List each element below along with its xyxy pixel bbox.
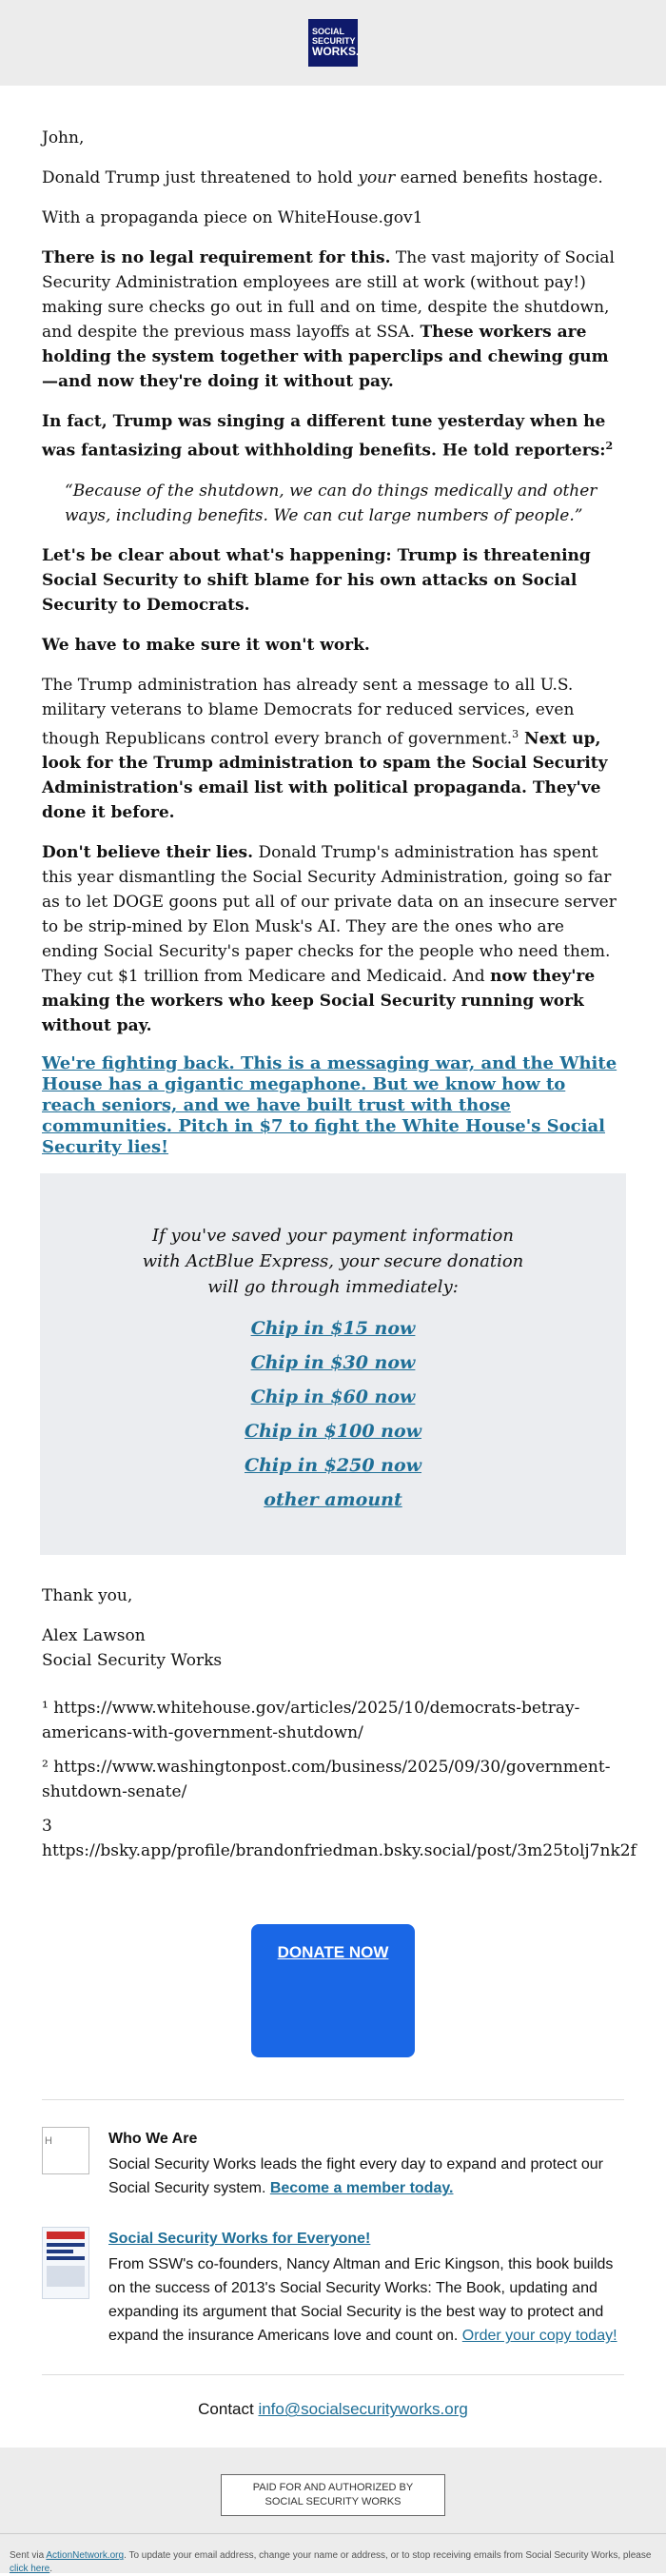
email-footer (0, 2448, 666, 2573)
signature: Alex Lawson Social Security Works (42, 1626, 223, 1671)
who-we-are-title: Who We Are (108, 2131, 198, 2148)
about-section (0, 2127, 666, 2348)
footnotes (42, 1696, 637, 1863)
donate-button-wrap (0, 1873, 666, 2099)
who-we-are-row (42, 2127, 624, 2200)
who-we-are-text: Social Security Works leads the fight every day to expand and protect our Social Security system. Become a member today. (108, 2156, 603, 2197)
paragraph-6: We have to make sure it won't work. (42, 635, 370, 655)
donate-now-button[interactable]: DONATE NOW (251, 1924, 415, 2057)
book-row (42, 2227, 624, 2348)
footnote-2[interactable]: ² https://www.washingtonpost.com/business/2025/09/30/government-shutdown-senate/ (42, 1758, 611, 1802)
logo-line3: WORKS. (312, 45, 360, 58)
email-header (0, 0, 666, 86)
sent-via-text: Sent via ActionNetwork.org. To update your email address, change your name or address, or to stop receiving emails from Social Security Works, please click here. (0, 2533, 666, 2576)
thanks-text: Thank you, (42, 1586, 133, 1606)
paragraph-1: Donald Trump just threatened to hold your earned benefits hostage. (42, 168, 603, 187)
order-copy-link[interactable]: Order your copy today! (461, 2328, 617, 2345)
chip-60-link[interactable]: Chip in $60 now (250, 1386, 416, 1408)
actionnetwork-link[interactable]: ActionNetwork.org (46, 2550, 125, 2562)
email-body (0, 86, 666, 1158)
paragraph-5: Let's be clear about what's happening: Trump is threatening Social Security to shift blame for his own attacks on Social Security to Democrats. (42, 545, 591, 615)
footnote-1[interactable]: ¹ https://www.whitehouse.gov/articles/2025/10/democrats-betray-americans-with-government-shutdown/ (42, 1699, 580, 1743)
donation-intro: If you've saved your payment information with ActBlue Express, your secure donation will go through immediately: (142, 1226, 524, 1298)
other-amount-link[interactable]: other amount (264, 1489, 402, 1511)
logo-line2: SECURITY (312, 36, 356, 46)
click-here-link[interactable]: click here (10, 2564, 50, 2575)
fight-back-link[interactable]: We're fighting back. This is a messaging war, and the White House has a gigantic megaphone. But we know how to reach seniors, and we have built trust with those communities. Pitch in $7 to fight the White House's Social Security lies! (42, 1053, 617, 1158)
book-title-link[interactable]: Social Security Works for Everyone! (108, 2231, 371, 2248)
ssw-logo[interactable] (308, 19, 358, 67)
logo-line1: SOCIAL (312, 27, 345, 36)
donation-box (40, 1173, 626, 1555)
footnote-3[interactable]: https://bsky.app/profile/brandonfriedman.bsky.social/post/3m25tolj7nk2f (42, 1841, 637, 1861)
broken-image-icon: H (42, 2127, 89, 2174)
paid-for-box: PAID FOR AND AUTHORIZED BY SOCIAL SECURITY WORKS (221, 2474, 445, 2516)
paragraph-7: The Trump administration has already sent a message to all U.S. military veterans to blame Democrats for reduced services, even though Republicans control every branch of government.$^3$ Next up, look for the Trump administration to spam the Social Security Administration's email list with political propaganda. They've done it before. (42, 675, 608, 823)
paragraph-2: With a propaganda piece on WhiteHouse.gov1 (42, 208, 423, 227)
signoff (0, 1583, 666, 1863)
footnote-3-number: 3 (42, 1817, 52, 1837)
divider (42, 2099, 624, 2100)
contact-email-link[interactable]: info@socialsecurityworks.org (258, 2400, 468, 2419)
chip-30-link[interactable]: Chip in $30 now (250, 1352, 416, 1374)
paragraph-8: Don't believe their lies. Donald Trump's administration has spent this year dismantling the Social Security Administration, going so far as to let DOGE goons put all of our private data on an insecure server to be strip-mined by Elon Musk's AI. They are the ones who are ending Social Security's paper checks for the people who need them. They cut $1 trillion from Medicare and Medicaid. And now they're making the workers who keep Social Security running work without pay. (42, 843, 617, 1036)
greeting: John, (42, 128, 85, 147)
paragraph-4: In fact, Trump was singing a different tune yesterday when he was fantasizing about withholding benefits. He told reporters:$^2$ (42, 412, 614, 461)
become-member-link[interactable]: Become a member today. (269, 2180, 454, 2197)
contact-line: Contact info@socialsecurityworks.org (198, 2400, 468, 2419)
trump-quote: “Because of the shutdown, we can do things medically and other ways, including benefits. We can cut large numbers of people.” (65, 481, 597, 525)
chip-100-link[interactable]: Chip in $100 now (244, 1421, 422, 1443)
paragraph-3: There is no legal requirement for this. The vast majority of Social Security Administration employees are still at work (without pay!) making sure checks go out in full and on time, despite the shutdown, and despite the previous mass layoffs at SSA. These workers are holding the system together with paperclips and chewing gum—and now they're doing it without pay. (42, 248, 615, 391)
book-cover-icon[interactable] (42, 2227, 89, 2299)
chip-250-link[interactable]: Chip in $250 now (244, 1455, 422, 1477)
chip-15-link[interactable]: Chip in $15 now (250, 1318, 416, 1340)
book-text: From SSW's co-founders, Nancy Altman and Eric Kingson, this book builds on the success of 2013's Social Security Works: The Book, updating and expanding its argument that Social Security is the best way to protect and expand the insurance Americans love and count on. Order your copy today! (108, 2256, 617, 2345)
